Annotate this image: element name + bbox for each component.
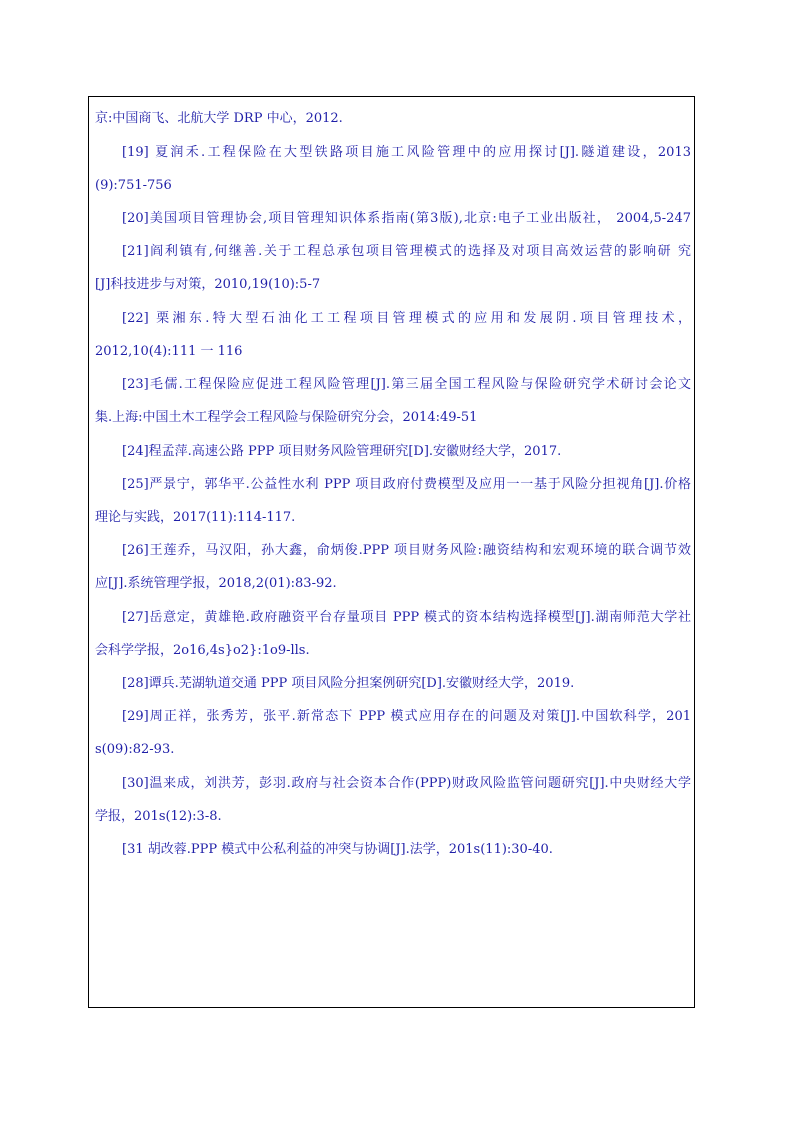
reference-23-line-1: [23]毛儒.工程保险应促进工程风险管理[J].第三届全国工程风险与保险研究学术研讨会论文 [122, 377, 691, 392]
reference-20-line-1: [20]美国项目管理协会,项目管理知识体系指南(第3版),北京:电子工业出版社， 2004,5-247 [122, 211, 691, 226]
reference-31-line-1: [31 胡改蓉.PPP 模式中公私利益的冲突与协调[J].法学，201s(11):30-40. [122, 842, 553, 857]
reference-continuation: 京:中国商飞、北航大学 DRP 中心，2012. [95, 111, 343, 126]
reference-27-line-1: [27]岳意定，黄雄艳.政府融资平台存量项目 PPP 模式的资本结构选择模型[J].湖南师范大学社 [122, 610, 691, 625]
reference-29-line-1: [29]周正祥，张秀芳，张平.新常态下 PPP 模式应用存在的问题及对策[J].中国软科学，201 [122, 709, 691, 724]
reference-27-line-2: 会科学学报，2o16,4s}o2}:1o9-lls. [95, 643, 310, 658]
reference-25-line-1: [25]严景宁，郭华平.公益性水利 PPP 项目政府付费模型及应用一一基于风险分担视角[J].价格 [122, 477, 691, 492]
reference-21-line-2: [J]科技进步与对策，2010,19(10):5-7 [95, 277, 321, 292]
reference-19-line-1: [19] 夏润禾.工程保险在大型铁路项目施工风险管理中的应用探讨[J].隧道建设，2013 [122, 145, 691, 160]
reference-30-line-1: [30]温来成，刘洪芳，彭羽.政府与社会资本合作(PPP)财政风险监管问题研究[J].中央财经大学 [122, 776, 691, 791]
reference-22-line-1: [22] 栗湘东.特大型石油化工工程项目管理模式的应用和发展阴.项目管理技术， [122, 311, 691, 326]
reference-22-line-2: 2012,10(4):111 一 116 [95, 344, 243, 359]
reference-28-line-1: [28]谭兵.芜湖轨道交通 PPP 项目风险分担案例研究[D].安徽财经大学，2019. [122, 676, 575, 691]
reference-21-line-1: [21]阎利镇有,何继善.关于工程总承包项目管理模式的选择及对项目高效运营的影响研 究 [122, 244, 691, 259]
reference-26-line-1: [26]王莲乔，马汉阳，孙大鑫，俞炳俊.PPP 项目财务风险:融资结构和宏观环境的联合调节效 [122, 543, 691, 558]
reference-box [88, 96, 695, 1008]
reference-23-line-2: 集.上海:中国土木工程学会工程风险与保险研究分会，2014:49-51 [95, 410, 478, 425]
reference-25-line-2: 理论与实践，2017(11):114-117. [95, 510, 296, 525]
reference-26-line-2: 应[J].系统管理学报，2018,2(01):83-92. [95, 576, 337, 591]
reference-24-line-1: [24]程孟萍.高速公路 PPP 项目财务风险管理研究[D].安徽财经大学，2017. [122, 444, 562, 459]
reference-19-line-2: (9):751-756 [95, 178, 172, 193]
reference-29-line-2: s(09):82-93. [95, 742, 175, 757]
reference-30-line-2: 学报，201s(12):3-8. [95, 809, 222, 824]
